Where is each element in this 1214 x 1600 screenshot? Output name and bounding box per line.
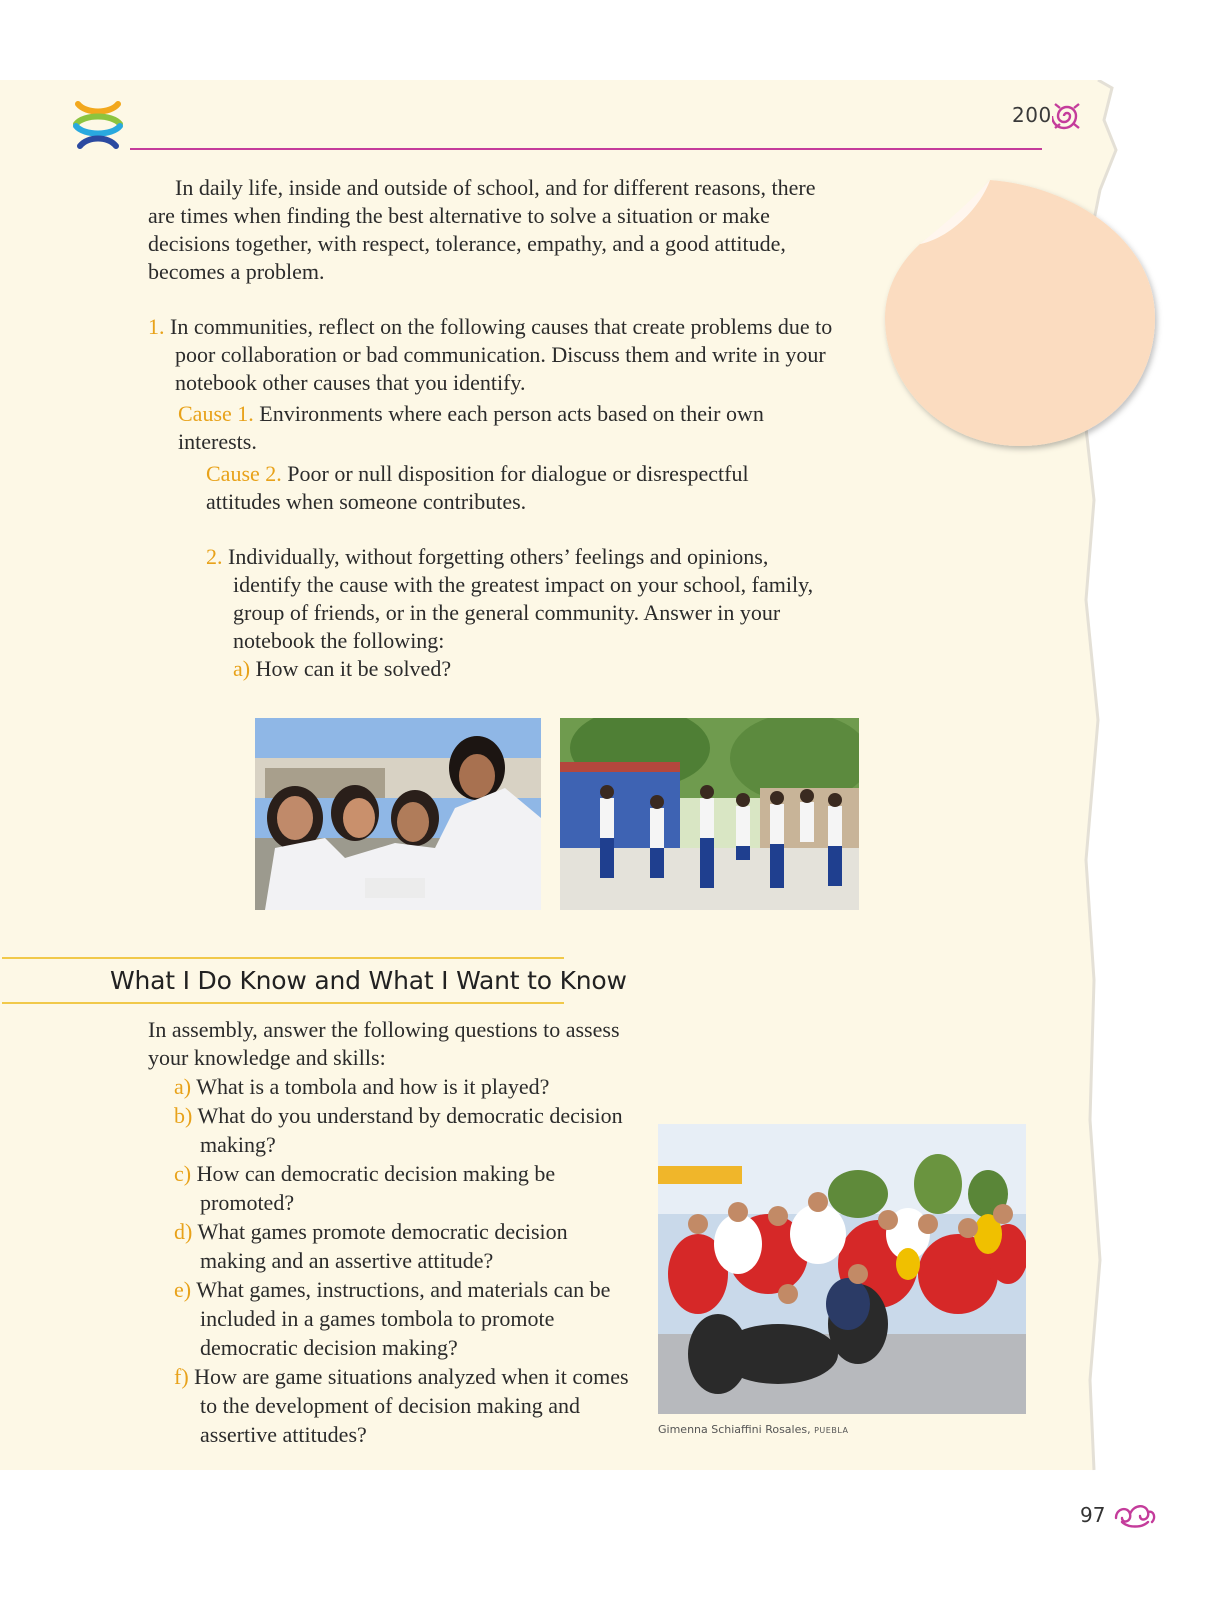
question-text: What games promote democratic decision making and an assertive attitude?: [197, 1219, 568, 1273]
photo-student-group: [658, 1124, 1026, 1414]
question-text: What do you understand by democratic decision making?: [197, 1103, 623, 1157]
section-rule-bottom: [2, 1002, 564, 1004]
section-rule-top: [2, 957, 564, 959]
question-letter: f): [174, 1364, 189, 1389]
intro-paragraph: In daily life, inside and outside of school, and for different reasons, there are times when finding the best alternative to solve a situation or make decisions together, with respect, tolerance, empathy, and a good attitude, becomes a problem.: [148, 175, 816, 284]
list-item: [174, 1362, 634, 1449]
list-item: [174, 1101, 634, 1159]
question-letter: d): [174, 1219, 193, 1244]
photo-credit-place: PUEBLA: [814, 1426, 849, 1435]
peeled-sticker: [880, 178, 1165, 458]
item-text: In communities, reflect on the following causes that create problems due to poor collaboration or bad communication. Discuss them and write in your notebook other causes that you identify.: [170, 314, 833, 395]
sub-letter: a): [233, 656, 251, 681]
activity-item-1: [148, 313, 855, 397]
question-letter: e): [174, 1277, 192, 1302]
question-letter: b): [174, 1103, 193, 1128]
item-number: 2.: [206, 544, 223, 569]
cause-label: Cause 2.: [206, 461, 282, 486]
ornament-swirl-icon: [1112, 1502, 1158, 1530]
ornament-swirl-icon: [1052, 100, 1082, 132]
cause-2: [206, 460, 806, 516]
photo-credit-name: Gimenna Schiaffini Rosales,: [658, 1423, 811, 1436]
cause-label: Cause 1.: [178, 401, 254, 426]
list-item: [174, 1159, 634, 1217]
item-text: Individually, without forgetting others’ feelings and opinions, identify the cause with the greatest impact on your school, family, group of friends, or in the general community. Answer in your notebook the following:: [228, 544, 814, 653]
community-logo-icon: [72, 100, 124, 150]
question-text: What is a tombola and how is it played?: [196, 1074, 550, 1099]
cause-text: Poor or null disposition for dialogue or disrespectful attitudes when someone contributes.: [206, 461, 749, 514]
cause-1: [178, 400, 778, 456]
page-number-bottom: 97: [1080, 1503, 1106, 1527]
activity-item-2: [206, 543, 833, 655]
cause-text: Environments where each person acts based on their own interests.: [178, 401, 764, 454]
list-item: [174, 1072, 634, 1101]
question-list: [174, 1072, 634, 1449]
list-item: [174, 1217, 634, 1275]
activity-item-2a: [233, 655, 793, 683]
photo-students-lab-coats: [255, 718, 541, 910]
question-letter: a): [174, 1074, 192, 1099]
photo-students-schoolyard: [560, 718, 859, 910]
page-number-top: 200: [1012, 103, 1052, 127]
sub-text: How can it be solved?: [255, 656, 452, 681]
section-intro: In assembly, answer the following questions to assess your knowledge and skills:: [148, 1017, 620, 1070]
question-text: How are game situations analyzed when it comes to the development of decision making and assertive attitudes?: [194, 1364, 629, 1447]
header-rule: [130, 148, 1042, 150]
question-text: How can democratic decision making be promoted?: [196, 1161, 556, 1215]
section-title: What I Do Know and What I Want to Know: [110, 966, 627, 995]
item-number: 1.: [148, 314, 165, 339]
question-text: What games, instructions, and materials can be included in a games tombola to promote democratic decision making?: [196, 1277, 611, 1360]
question-letter: c): [174, 1161, 192, 1186]
photo-caption: [658, 1423, 848, 1436]
list-item: [174, 1275, 634, 1362]
